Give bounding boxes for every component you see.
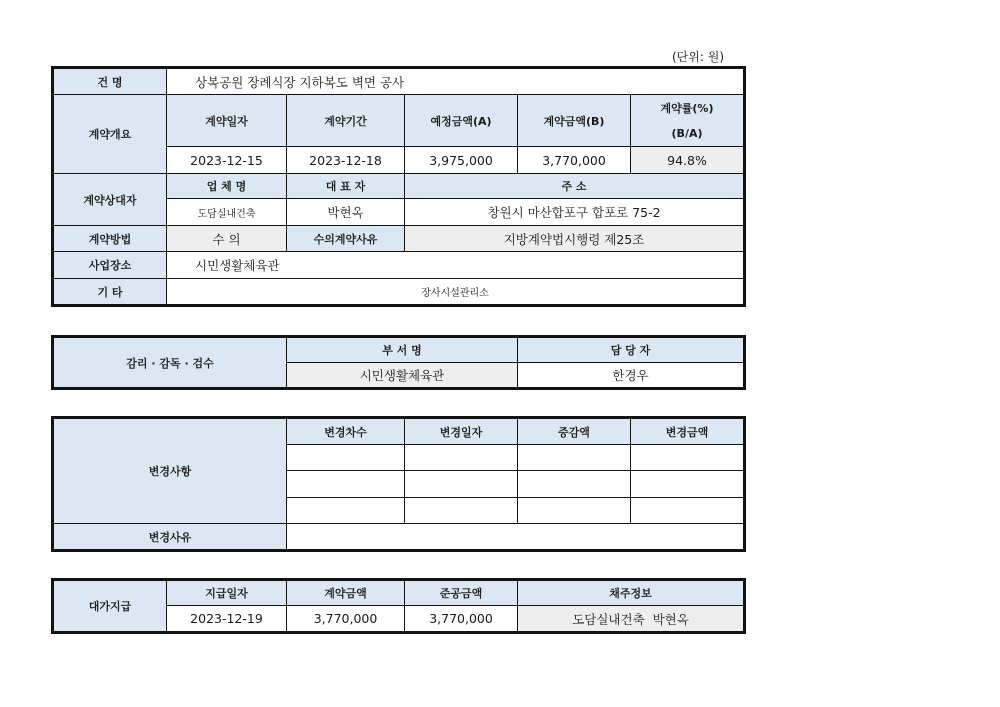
contract-amount-value: 3,770,000 xyxy=(518,147,631,174)
contract-method-label: 계약방법 xyxy=(53,226,167,252)
payment-contract-amount-header: 계약금액 xyxy=(287,580,405,606)
creditor-info-header: 채주정보 xyxy=(518,580,745,606)
change-reason-label: 변경사유 xyxy=(53,524,287,551)
contract-period-header: 계약기간 xyxy=(287,95,405,147)
etc-label: 기 타 xyxy=(53,279,167,306)
contract-name-label: 건 명 xyxy=(53,68,167,95)
contract-amount-header: 계약금액(B) xyxy=(518,95,631,147)
business-site-value: 시민생활체육관 xyxy=(167,252,745,279)
empty-cell xyxy=(518,445,631,471)
department-value: 시민생활체육관 xyxy=(287,363,518,389)
contract-date-value: 2023-12-15 xyxy=(167,147,287,174)
change-delta-header: 증감액 xyxy=(518,418,631,445)
empty-cell xyxy=(287,471,405,498)
empty-cell xyxy=(631,445,745,471)
payment-date-value: 2023-12-19 xyxy=(167,606,287,633)
payment-table xyxy=(51,578,746,634)
change-reason-value xyxy=(287,524,745,551)
ratio-label-line2: (B/A) xyxy=(671,126,703,140)
payment-date-header: 지급일자 xyxy=(167,580,287,606)
payment-contract-amount-value: 3,770,000 xyxy=(287,606,405,633)
contract-ratio-value: 94.8% xyxy=(631,147,745,174)
representative-value: 박현옥 xyxy=(287,199,405,226)
contract-party-label: 계약상대자 xyxy=(53,174,167,226)
contract-table xyxy=(51,66,746,307)
contract-method-value: 수 의 xyxy=(167,226,287,252)
empty-cell xyxy=(287,498,405,524)
supervision-table xyxy=(51,335,746,390)
ratio-label-line1: 계약률(%) xyxy=(660,101,714,115)
empty-cell xyxy=(405,471,518,498)
estimated-amount-header: 예정금액(A) xyxy=(405,95,518,147)
supervision-label: 감리 · 감독 · 검수 xyxy=(53,337,287,389)
private-contract-reason-label: 수의계약사유 xyxy=(287,226,405,252)
representative-header: 대 표 자 xyxy=(287,174,405,199)
completion-amount-value: 3,770,000 xyxy=(405,606,518,633)
contract-name-value: 상복공원 장례식장 지하복도 벽면 공사 xyxy=(167,68,745,95)
empty-cell xyxy=(405,445,518,471)
overview-label: 계약개요 xyxy=(53,95,167,174)
empty-cell xyxy=(518,471,631,498)
changed-amount-header: 변경금액 xyxy=(631,418,745,445)
empty-cell xyxy=(631,498,745,524)
payment-label: 대가지급 xyxy=(53,580,167,633)
empty-cell xyxy=(405,498,518,524)
empty-cell xyxy=(631,471,745,498)
company-name-value: 도담실내건축 xyxy=(167,199,287,226)
empty-cell xyxy=(287,445,405,471)
contract-period-value: 2023-12-18 xyxy=(287,147,405,174)
address-value: 창원시 마산합포구 합포로 75-2 xyxy=(405,199,745,226)
empty-cell xyxy=(518,498,631,524)
company-name-header: 업 체 명 xyxy=(167,174,287,199)
changes-label: 변경사항 xyxy=(53,418,287,524)
estimated-amount-value: 3,975,000 xyxy=(405,147,518,174)
contract-date-header: 계약일자 xyxy=(167,95,287,147)
changes-table xyxy=(51,416,746,552)
address-header: 주 소 xyxy=(405,174,745,199)
change-sequence-header: 변경차수 xyxy=(287,418,405,445)
contract-ratio-header xyxy=(631,95,745,147)
unit-note: (단위: 원) xyxy=(672,50,724,64)
person-in-charge-header: 담 당 자 xyxy=(518,337,745,363)
business-site-label: 사업장소 xyxy=(53,252,167,279)
private-contract-reason-value: 지방계약법시행령 제25조 xyxy=(405,226,745,252)
person-in-charge-value: 한경우 xyxy=(518,363,745,389)
change-date-header: 변경일자 xyxy=(405,418,518,445)
etc-value: 장사시설관리소 xyxy=(167,279,745,306)
department-header: 부 서 명 xyxy=(287,337,518,363)
creditor-info-value: 도담실내건축 박현옥 xyxy=(518,606,745,633)
completion-amount-header: 준공금액 xyxy=(405,580,518,606)
